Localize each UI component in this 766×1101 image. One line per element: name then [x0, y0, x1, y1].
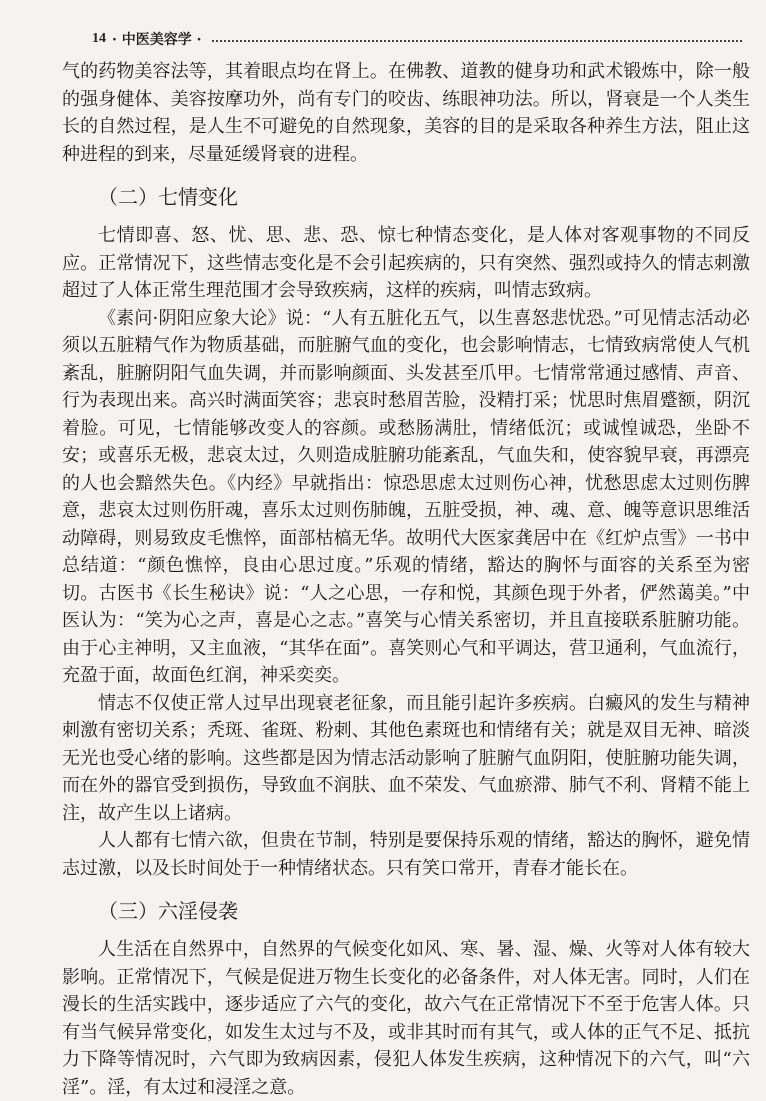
section-heading-seven-emotions: （二）七情变化: [98, 185, 238, 209]
page-number: 14: [92, 31, 106, 46]
paragraph: 七情即喜、怒、忧、思、悲、恐、惊七种情态变化，是人体对客观事物的不同反应。正常情况下，这些情志变化是不会引起疾病的，只有突然、强烈或持久的情志刺激超过了人体正常生理范围才会导致疾病，这样的疾病，叫情志致病。: [62, 225, 750, 301]
header-dotted-rule: [212, 40, 743, 42]
paragraph: 人人都有七情六欲，但贵在节制，特别是要保持乐观的情绪，豁达的胸怀，避免情志过激，以及长时间处于一种情绪状态。只有笑口常开，青春才能长在。: [62, 830, 750, 879]
page-body: [62, 58, 750, 1101]
paragraph: 《素问·阴阳应象大论》说：“人有五脏化五气，以生喜怒悲忧恐。”可见情志活动必须以五脏精气作为物质基础，而脏腑气血的变化，也会影响情志，七情致病常使人气机紊乱，脏腑阴阳气血失调，并而影响颜面、头发甚至爪甲。七情常常通过感情、声音、行为表现出来。高兴时满面笑容；悲哀时愁眉苦脸，没精打采；忧思时焦眉蹙额，阴沉着脸。可见，七情能够改变人的容颜。或愁肠满肚，情绪低沉；或诚惶诚恐，坐卧不安；或喜乐无极，悲哀太过，久则造成脏腑功能紊乱，气血失和，使容貌早衰，再漂亮的人也会黯然失色。《内经》早就指出：惊恐思虑太过则伤心神，忧愁思虑太过则伤脾意，悲哀太过则伤肝魂，喜乐太过则伤肺魄，五脏受损，神、魂、意、魄等意识思维活动障碍，则易致皮毛憔悴，面部枯槁无华。故明代大医家龚居中在《红炉点雪》一书中总结道：“颜色憔悴，良由心思过度。”乐观的情绪，豁达的胸怀与面容的关系至为密切。古医书《长生秘诀》说：“人之心思，一存和悦，其颜色现于外者，俨然蔼美。”中医认为：“笑为心之声，喜是心之志。”喜笑与心情关系密切，并且直接联系脏腑功能。由于心主神明，又主血液，“其华在面”。喜笑则心气和平调达，营卫通利，气血流行，充盈于面，故面色红润，神采奕奕。: [62, 307, 750, 686]
running-title: · 中医美容学 ·: [112, 32, 202, 48]
paragraph: 人生活在自然界中，自然界的气候变化如风、寒、暑、湿、燥、火等对人体有较大影响。正常情况下，气候是促进万物生长变化的必备条件，对人体无害。同时，人们在漫长的生活实践中，逐步适应了六气的变化，故六气在正常情况下不至于危害人体。只有当气候异常变化，如发生太过与不及，或非其时而有其气，或人体的正气不足、抵抗力下降等情况时，六气即为致病因素，侵犯人体发生疾病，这种情况下的六气，叫“六淫”。淫，有太过和浸淫之意。: [62, 939, 750, 1098]
section-heading-six-evils: （三）六淫侵袭: [98, 899, 238, 923]
paragraph-continued: 气的药物美容法等，其着眼点均在肾上。在佛教、道教的健身功和武术锻炼中，除一般的强身健体、美容按摩功外，尚有专门的咬齿、练眼神功法。所以，肾衰是一个人类生长的自然过程，是人生不可避免的自然现象，美容的目的是采取各种养生方法，阻止这种进程的到来，尽量延缓肾衰的进程。: [62, 61, 750, 165]
paragraph: 情志不仅使正常人过早出现衰老征象，而且能引起许多疾病。白癜风的发生与精神刺激有密切关系；秃斑、雀斑、粉刺、其他色素斑也和情绪有关；就是双目无神、暗淡无光也受心绪的影响。这些都是因为情志活动影响了脏腑气血阴阳，使脏腑功能失调，而在外的器官受到损伤，导致血不润肤、血不荣发、气血瘀滞、肺气不利、肾精不能上注，故产生以上诸病。: [62, 692, 750, 824]
running-header: [92, 26, 742, 52]
